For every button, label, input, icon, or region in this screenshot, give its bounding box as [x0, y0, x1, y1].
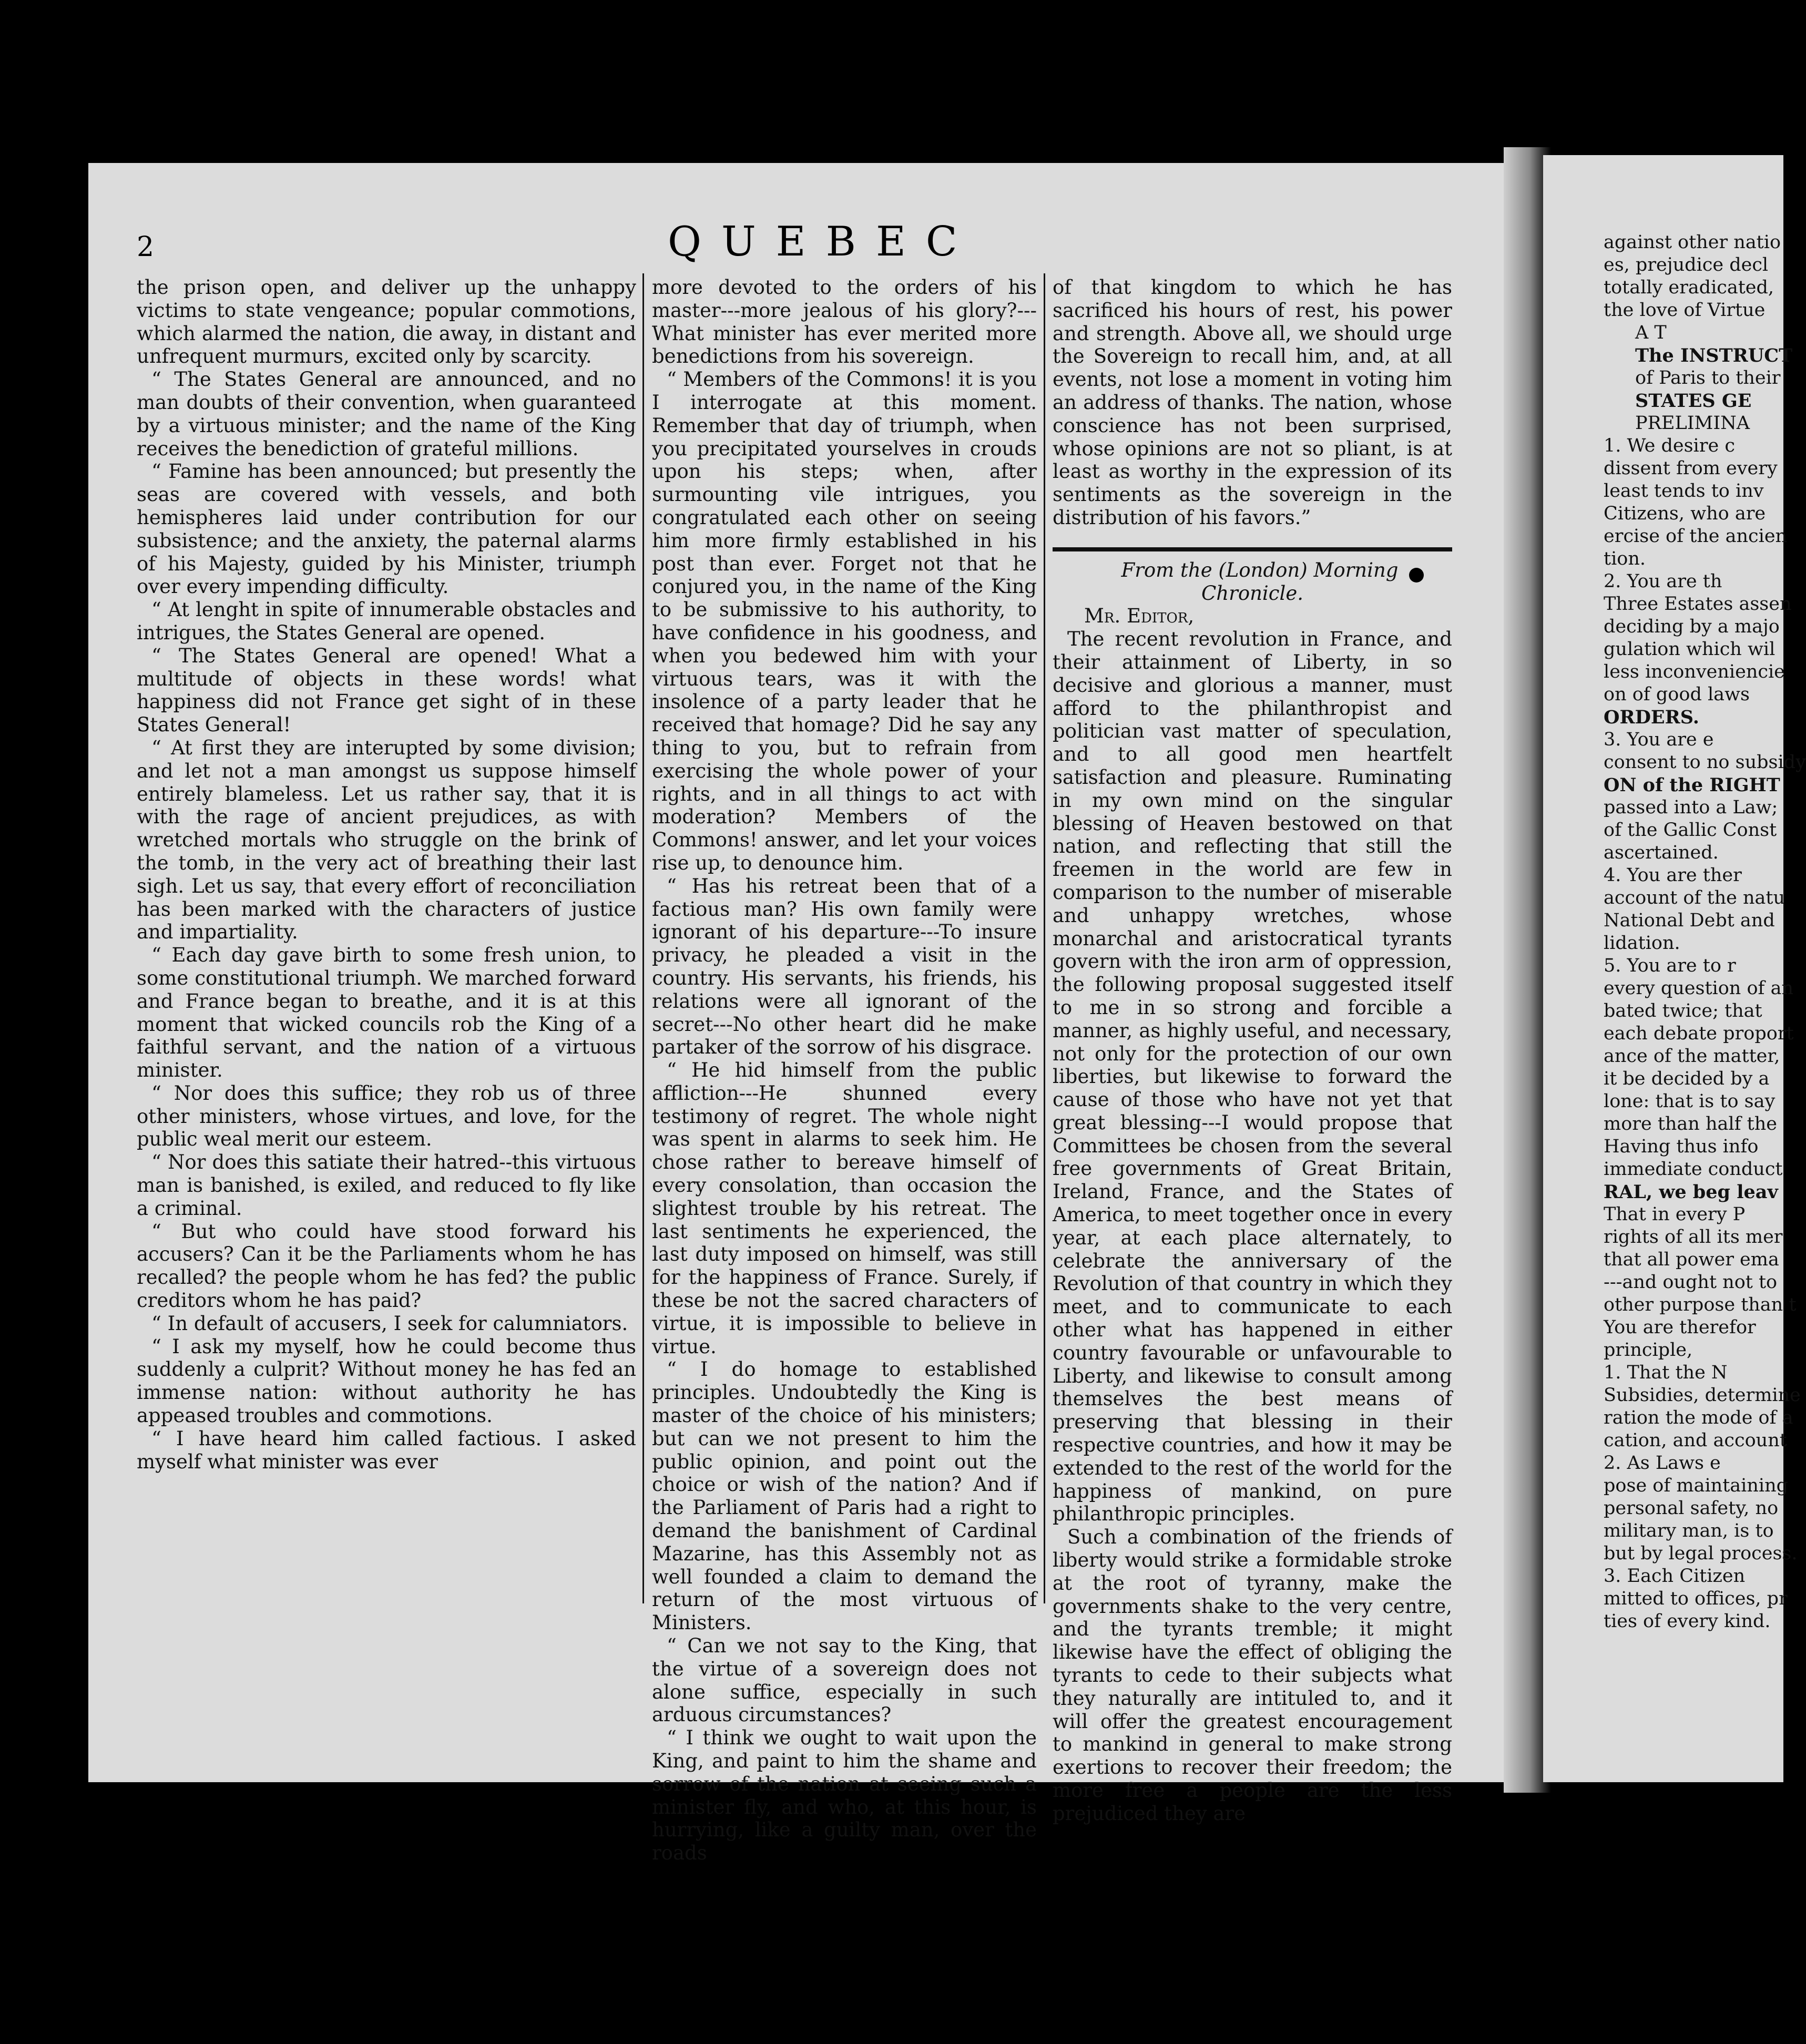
- text-line: ration the mode of a: [1604, 1407, 1793, 1428]
- text-line: 4. You are ther: [1604, 865, 1742, 886]
- paragraph: “ But who could have stood forward his accusers? Can it be the Parliaments whom he has recalled? the people whom he has fed? the public creditors whom he has paid?: [137, 1220, 636, 1312]
- paragraph: “ Can we not say to the King, that the virtue of a sovereign does not alone suffice, especially in such arduous circumstances?: [652, 1634, 1037, 1726]
- paragraph: “ In default of accusers, I seek for calumniators.: [151, 1312, 628, 1335]
- paragraph: “ I do homage to established principles. Undoubtedly the King is master of the choice of his ministers; but can we not present to him the public opinion, and point out the choice or wish of the nation? And if the Parliament of Paris had a right to demand the banishment of Cardinal Mazarine, has this Assembly not as well founded a claim to demand the return of the most virtuous of Ministers.: [652, 1358, 1037, 1634]
- text-line: ascertained.: [1604, 842, 1719, 863]
- text-line: STATES GE: [1635, 390, 1752, 412]
- text-line: tion.: [1604, 548, 1646, 569]
- paragraph: the prison open, and deliver up the unhappy victims to state vengeance; popular commotions, which alarmed the nation, die away, in distant and unfrequent murmurs, excited only by scarcity.: [137, 276, 636, 368]
- paragraph: more devoted to the orders of his master---more jealous of his glory?---What minister has ever merited more benedictions from his sovereign.: [652, 276, 1037, 368]
- article-heading: From the (London) Morning Chronicle.: [1121, 558, 1399, 605]
- text-line: that all power ema: [1604, 1249, 1779, 1270]
- text-line: other purpose than t: [1604, 1294, 1797, 1315]
- paragraph: “ Has his retreat been that of a factious man? His own family were ignorant of his departure---To insure privacy, he pleaded a visit in the country. His servants, his friends, his relations were all ignorant of the secret---No other heart did he make partaker of the sorrow of his disgrace.: [652, 874, 1037, 1059]
- text-line: immediate conduct: [1604, 1159, 1783, 1180]
- section-rule: [1053, 547, 1452, 551]
- text-line: 3. You are e: [1604, 729, 1714, 750]
- text-line: ORDERS.: [1604, 707, 1699, 728]
- text-line: mitted to offices, pr: [1604, 1588, 1788, 1609]
- paragraph: “ The States General are announced, and no man doubts of their convention, when guaranteed by a virtuous minister; and the name of the King receives the benediction of grateful millions.: [137, 368, 636, 460]
- text-line: National Debt and: [1604, 910, 1775, 931]
- text-line: Citizens, who are: [1604, 503, 1766, 524]
- text-line: 2. As Laws e: [1604, 1453, 1721, 1474]
- text-line: That in every P: [1604, 1204, 1746, 1225]
- paragraph: “ At lenght in spite of innumerable obstacles and intrigues, the States General are opened.: [137, 598, 636, 644]
- column-1: [137, 276, 636, 1473]
- text-line: 5. You are to r: [1604, 955, 1736, 976]
- text-line: 2. You are th: [1604, 571, 1722, 592]
- ink-blot: [1409, 568, 1424, 582]
- text-line: every question of an: [1604, 978, 1794, 999]
- text-line: ance of the matter,: [1604, 1046, 1780, 1067]
- text-line: A T: [1635, 322, 1667, 343]
- text-line: of the Gallic Const: [1604, 820, 1777, 841]
- text-line: RAL, we beg leav: [1604, 1181, 1778, 1203]
- text-line: against other natio: [1604, 232, 1781, 253]
- text-line: You are therefor: [1604, 1317, 1756, 1338]
- text-line: of Paris to their: [1635, 367, 1781, 389]
- column-2: [652, 276, 1037, 1865]
- text-line: least tends to inv: [1604, 481, 1764, 502]
- text-line: lone: that is to say: [1604, 1091, 1776, 1112]
- text-line: but by legal process.: [1604, 1543, 1798, 1564]
- text-line: dissent from every: [1604, 458, 1778, 479]
- text-line: 1. We desire c: [1604, 435, 1735, 456]
- text-line: ON of the RIGHT: [1604, 774, 1780, 796]
- paragraph: of that kingdom to which he has sacrificed his hours of rest, his power and strength. Above all, we should urge the Sovereign to recall him, and, at all events, not lose a moment in voting him an address of thanks. The nation, whose conscience has not been surprised, whose opinions are not so pliant, is at least as worthy in the expression of its sentiments as the sovereign in the distribution of his favors.”: [1053, 276, 1452, 529]
- text-line: military man, is to: [1604, 1520, 1774, 1541]
- paragraph: “ Each day gave birth to some fresh union, to some constitutional triumph. We marched forward and France began to breathe, and it is at this moment that wicked councils rob the King of a faithful servant, and the nation of a virtuous minister.: [137, 944, 636, 1082]
- text-line: Having thus info: [1604, 1136, 1759, 1157]
- text-line: 3. Each Citizen: [1604, 1566, 1746, 1587]
- text-line: totally eradicated,: [1604, 277, 1774, 298]
- text-line: less inconveniencie: [1604, 661, 1785, 682]
- text-line: ties of every kind.: [1604, 1611, 1771, 1632]
- column-rule: [642, 273, 644, 1603]
- column-4-partial: [1604, 231, 1806, 1633]
- paragraph: “ I ask my myself, how he could become thus suddenly a culprit? Without money he has fed an immense nation: without authority he has appeased troubles and commotions.: [137, 1335, 636, 1427]
- text-line: account of the natu: [1604, 887, 1785, 908]
- text-line: es, prejudice decl: [1604, 254, 1769, 275]
- column-rule: [1044, 273, 1045, 1603]
- paragraph: “ I think we ought to wait upon the King, and paint to him the shame and sorrow of the nation at seeing such a minister fly, and who, at this hour, is hurrying, like a guilty man, over the roads: [652, 1726, 1037, 1865]
- text-line: The INSTRUCT: [1635, 345, 1793, 366]
- running-head: QUEBEC: [668, 218, 977, 265]
- text-line: gulation which wil: [1604, 639, 1776, 660]
- text-line: personal safety, no: [1604, 1498, 1779, 1519]
- text-line: cation, and account: [1604, 1430, 1787, 1451]
- salutation: Mr. Editor,: [1084, 605, 1195, 628]
- column-3: [1053, 276, 1452, 1825]
- text-line: Three Estates assen: [1604, 594, 1792, 615]
- text-line: pose of maintaining: [1604, 1475, 1789, 1496]
- paragraph: “ At first they are interupted by some division; and let not a man amongst us suppose himself entirely blameless. Let us rather say, that it is with the rage of ancient prejudices, as with wretched mortals who struggle on the brink of the tomb, in the very act of breathing their last sigh. Let us say, that every effort of reconciliation has been marked with the characters of justice and impartiality.: [137, 736, 636, 944]
- page-number: 2: [137, 231, 155, 263]
- text-line: ---and ought not to: [1604, 1272, 1778, 1293]
- paragraph: “ Nor does this suffice; they rob us of three other ministers, whose virtues, and love, for the public weal merit our esteem.: [137, 1081, 636, 1151]
- paragraph: “ Members of the Commons! it is you I interrogate at this moment. Remember that day of triumph, when you precipitated yourselves in crouds upon his steps; when, after surmounting vile intrigues, you congratulated each other on seeing him more firmly established in his post than ever. Forget not that he conjured you, in the name of the King to be submissive to his authority, to have confidence in his goodness, and when you bedewed him with your virtuous tears, was it with the insolence of a party leader that he received that homage? Did he say any thing to you, but to refrain from exercising the whole power of your rights, and in all things to act with moderation? Members of the Commons! answer, and let your voices rise up, to denounce him.: [652, 368, 1037, 874]
- text-line: 1. That the N: [1604, 1362, 1728, 1383]
- paragraph: “ He hid himself from the public affliction---He shunned every testimony of regret. The whole night was spent in alarms to seek him. He chose rather to bereave himself of every consolation, than occasion the slightest trouble by his retreat. The last sentiments he experienced, the last duty imposed on himself, was still for the happiness of France. Surely, if these be not the sacred characters of virtue, it is impossible to believe in virtue.: [652, 1059, 1037, 1358]
- text-line: rights of all its mer: [1604, 1227, 1783, 1248]
- text-line: principle,: [1604, 1340, 1693, 1361]
- paragraph: “ Famine has been announced; but presently the seas are covered with vessels, and both hemispheres laid under contribution for our subsistence; and the anxiety, the paternal alarms of his Majesty, guided by his Minister, triumph over every impending difficulty.: [137, 460, 636, 598]
- text-line: PRELIMINA: [1635, 413, 1750, 434]
- text-line: deciding by a majo: [1604, 616, 1780, 637]
- text-line: Subsidies, determine: [1604, 1385, 1801, 1406]
- paragraph: The recent revolution in France, and their attainment of Liberty, in so decisive and glorious a manner, must afford to the philanthropist and politician vast matter of speculation, and to all good men heartfelt satisfaction and pleasure. Ruminating in my own mind on the singular blessing of Heaven bestowed on that nation, and reflecting that still the freemen in the world are few in comparison to the number of miserable and unhappy wretches, whose monarchal and aristocratical tyrants govern with the iron arm of oppression, the following proposal suggested itself to me in so strong and forcible a manner, as highly useful, and necessary, not only for the protection of our own liberties, but likewise to forward the cause of those who have not yet that great blessing---I would propose that Committees be chosen from the several free governments of Great Britain, Ireland, France, and the States of America, to meet together once in every year, at each place alternately, to celebrate the anniversary of the Revolution of that country in which they meet, and to communicate to each other what has happened in either country favourable or unfavourable to Liberty, and likewise to consult among themselves the best means of preserving that blessing in their respective countries, and how it may be extended to the rest of the world for the happiness of mankind, on pure philanthropic principles.: [1053, 628, 1452, 1526]
- text-line: lidation.: [1604, 933, 1680, 954]
- text-line: passed into a Law;: [1604, 797, 1778, 818]
- text-line: it be decided by a: [1604, 1068, 1770, 1089]
- text-line: bated twice; that: [1604, 1000, 1762, 1021]
- paragraph: “ The States General are opened! What a multitude of objects in these words! what happiness did not France get sight of in these States General!: [137, 644, 636, 737]
- text-line: ercise of the ancien: [1604, 526, 1788, 547]
- text-line: on of good laws: [1604, 684, 1750, 705]
- text-line: the love of Virtue: [1604, 300, 1766, 321]
- text-line: consent to no subsidy: [1604, 752, 1806, 773]
- paragraph: “ Nor does this satiate their hatred--this virtuous man is banished, is exiled, and reduced to fly like a criminal.: [137, 1151, 636, 1220]
- text-line: more than half the: [1604, 1113, 1777, 1135]
- paragraph: Such a combination of the friends of liberty would strike a formidable stroke at the root of tyranny, make the governments shake to the very centre, and the tyrants tremble; it might likewise have the effect of obliging the tyrants to cede to their subjects what they naturally are intituled to, and it will offer the greatest encouragement to mankind in general to make strong exertions to recover their freedom; the more free a people are the less prejudiced they are: [1053, 1526, 1452, 1825]
- text-line: each debate proport: [1604, 1023, 1794, 1044]
- paragraph: “ I have heard him called factious. I asked myself what minister was ever: [137, 1427, 636, 1473]
